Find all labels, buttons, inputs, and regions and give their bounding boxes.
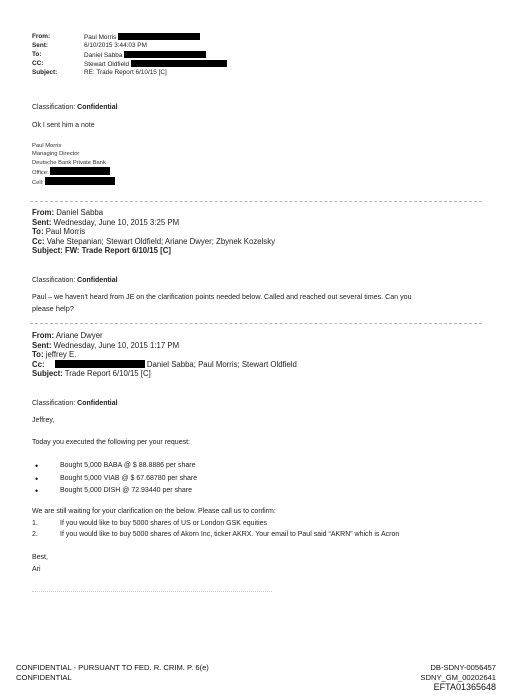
signature-office: Office: xyxy=(32,167,115,177)
sent-line: Sent: Wednesday, June 10, 2015 1:17 PM xyxy=(32,340,180,350)
email1-body: Ok I sent him a note xyxy=(32,122,95,129)
list-item: 2. If you would like to buy 5000 shares of Akorn Inc, ticker AKRX. Your email to Paul said “AKRN” which is Acron xyxy=(32,531,400,538)
classification: Classification: Confidential xyxy=(32,104,118,111)
greeting: Jeffrey, xyxy=(32,417,55,424)
to-label: To: xyxy=(32,51,42,58)
redaction-bar xyxy=(45,177,115,185)
subject-value: RE: Trade Report 6/10/15 [C] xyxy=(84,69,167,76)
cc-label: CC: xyxy=(32,60,44,67)
confidential-notice: CONFIDENTIAL - PURSUANT TO FED. R. CRIM. P. 6(e) xyxy=(16,663,209,672)
waiting-text: We are still waiting for your clarification on the below. Please call us to confirm: xyxy=(32,508,276,515)
from-value: Paul Morris xyxy=(84,33,200,43)
redaction-bar xyxy=(131,60,227,67)
clarification-list xyxy=(32,519,492,541)
trade-list xyxy=(35,461,198,496)
cc-value: Stewart Oldfield xyxy=(84,60,227,70)
list-item: • Bought 5,000 BABA @ $ 88.8886 per share xyxy=(35,461,196,471)
confidential-label: CONFIDENTIAL xyxy=(16,672,72,682)
list-item: • Bought 5,000 DISH @ 72.93440 per share xyxy=(35,486,193,496)
redaction-bar xyxy=(118,33,200,40)
redaction-bar xyxy=(124,51,206,58)
signature-name: Paul Morris xyxy=(32,143,62,149)
signature-company: Deutsche Bank Private Bank xyxy=(32,159,106,166)
bates-number: SDNY_GM_00202641 xyxy=(420,672,496,682)
sent-label: Sent: xyxy=(32,42,48,49)
email2-body: Paul – we haven't heard from JE on the clarification points needed below. Called and reached out several times. Can you please help? xyxy=(32,293,412,313)
from-line: From: Ariane Dwyer xyxy=(32,331,103,340)
signature-title: Managing Director xyxy=(32,151,80,158)
subject-line: Subject: Trade Report 6/10/15 [C] xyxy=(32,369,151,378)
efta-number: EFTA01365648 xyxy=(433,682,496,693)
to-line: To: Paul Morris xyxy=(32,227,86,236)
footer-left xyxy=(16,663,209,682)
closing-name: Ari xyxy=(32,566,41,573)
intro-text: Today you executed the following per your request: xyxy=(32,439,190,446)
list-item: 1. If you would like to buy 5000 shares of US or London GSK equities xyxy=(32,520,268,527)
divider xyxy=(30,323,482,324)
closing: Best, xyxy=(32,554,48,561)
subject-label: Subject: xyxy=(32,69,58,76)
to-line: To: jeffrey E. xyxy=(32,350,77,359)
from-label: From: xyxy=(32,33,51,40)
redaction-bar xyxy=(55,360,145,368)
signature-cell: Cell: xyxy=(32,177,115,187)
bates-number: DB-SDNY-0056457 xyxy=(430,663,496,672)
cc-line: Cc: Vahe Stepanian; Stewart Oldfield; Ariane Dwyer; Zbynek Kozelsky xyxy=(32,236,275,246)
signature-block xyxy=(32,142,115,187)
sent-line: Sent: Wednesday, June 10, 2015 3:25 PM xyxy=(32,217,180,227)
cc-line: Cc: Daniel Sabba; Paul Morris; Stewart Oldfield xyxy=(32,359,297,369)
divider xyxy=(30,201,482,202)
redaction-bar xyxy=(50,167,110,175)
list-item: • Bought 5,000 VIAB @ $ 67.68780 per share xyxy=(35,473,198,484)
from-line: From: Daniel Sabba xyxy=(32,208,104,217)
divider xyxy=(32,591,272,592)
classification: Classification: Confidential xyxy=(32,400,118,407)
footer-right xyxy=(420,663,496,692)
subject-line: Subject: FW: Trade Report 6/10/15 [C] xyxy=(32,246,171,255)
to-value: Daniel Sabba xyxy=(84,51,206,61)
classification: Classification: Confidential xyxy=(32,277,118,284)
sent-value: 6/10/2015 3:44:03 PM xyxy=(84,42,147,49)
